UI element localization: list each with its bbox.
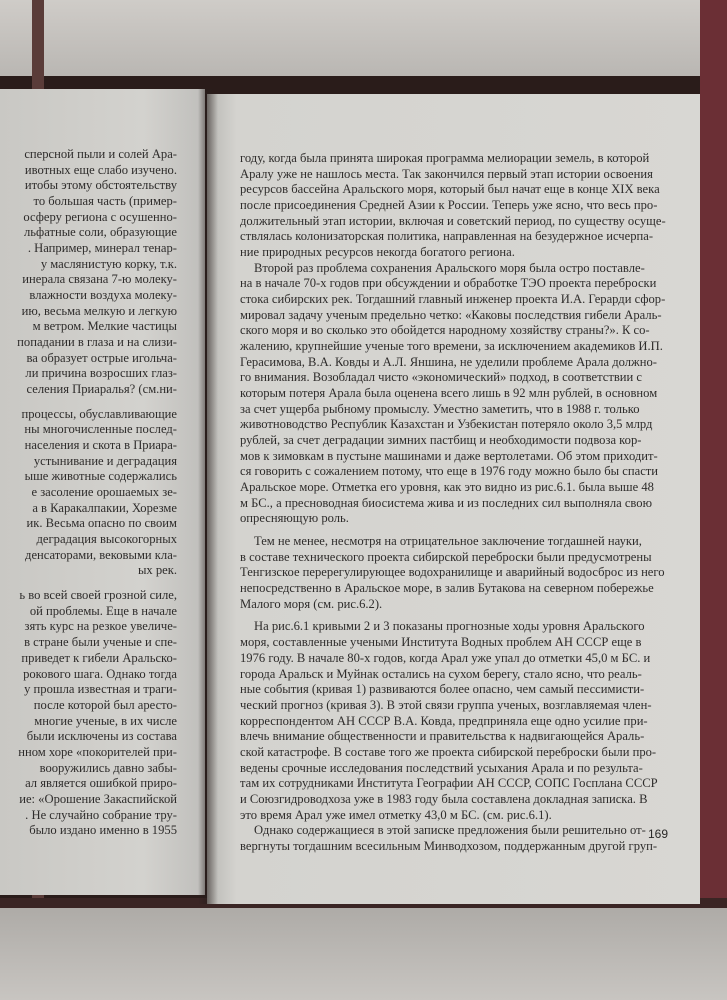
left-line: ли причина возросших глаз-	[25, 366, 177, 381]
left-line: ию, весьма мелкую и легкую	[21, 303, 177, 318]
left-line: а в Каракалпакии, Хорезме	[32, 500, 177, 515]
paragraph-gap	[17, 398, 177, 407]
right-line: опресняющую роль.	[240, 511, 349, 526]
right-line: жалению, крупнейшие ученые того времени, за исключением академиков И.П.	[240, 339, 663, 354]
right-line: Второй раз проблема сохранения Аральского моря была остро поставле-	[254, 260, 645, 275]
background-top	[0, 0, 727, 78]
right-line: Герасимова, В.А. Ковды и А.Л. Яншина, не уделили проблеме Арала должно-	[240, 354, 657, 369]
left-line: сперсной пыли и солей Ара-	[24, 147, 177, 161]
left-line: е засоление орошаемых зе-	[31, 485, 177, 500]
page-number: 169	[648, 827, 669, 841]
right-line: Однако содержащиеся в этой записке предложения были решительно от-	[254, 823, 646, 838]
left-line: ь во всей своей грозной силе,	[19, 588, 177, 603]
right-line: животноводство Республик Казахстан и Узбекистан потеряло около 3,5 млрд	[240, 417, 653, 432]
left-line: приведет к гибели Аральско-	[21, 650, 177, 665]
right-line: На рис.6.1 кривыми 2 и 3 показаны прогнозные ходы уровня Аральского	[254, 619, 645, 634]
right-line: ской катастрофе. В составе того же проекта сибирской переброски были про-	[240, 744, 657, 759]
right-line: которым потеря Арала была оценена всего лишь в 92 млн рублей, в основном	[240, 386, 658, 401]
right-line: ся говорить с сожалением потому, что еще в 1976 году можно было бы спасти	[240, 464, 659, 479]
left-line: ие: «Орошение Закаспийской	[19, 791, 177, 806]
left-line: селения Приаралья? (см.ни-	[26, 382, 177, 397]
right-line: ресурсов бассейна Аральского моря, который был начат еще в конце XIX века	[240, 182, 660, 197]
cover-edge-right	[700, 0, 727, 1000]
book-gutter	[198, 89, 218, 904]
background-bottom	[0, 908, 727, 1000]
paragraph-gap	[240, 527, 666, 534]
right-line: году, когда была принята широкая программа мелиорации земель, в которой	[240, 151, 650, 165]
left-line: ыше животные содержались	[24, 469, 177, 484]
right-line: на в начале 70-х годов при обсуждении и обработке ТЭО проекта переброски	[240, 276, 657, 291]
left-line: влажности воздуха молеку-	[29, 288, 177, 303]
right-line: го внимания. Возобладал чисто «экономический» подход, в соответствии с	[240, 370, 642, 385]
right-line: это время Арал уже имел отметку 43,0 м БС. (см. рис.6.1).	[240, 807, 552, 822]
right-line: Аралу уже не нашлось места. Так закончился первый этап истории освоения	[240, 166, 653, 181]
right-line: города Аральск и Муйнак остались на сухом берегу, стало ясно, что реаль-	[240, 666, 642, 681]
left-line: зять курс на резкое увеличе-	[24, 619, 177, 634]
left-line: льфатные соли, образующие	[24, 225, 177, 240]
left-line: у прошла известная и траги-	[24, 682, 177, 697]
right-line: влечь внимание общественности и правительства к надвигающейся Араль-	[240, 729, 645, 744]
left-line: . Например, минерал тенар-	[27, 241, 177, 256]
left-line: ых рек.	[137, 563, 177, 578]
left-line: ны многочисленные послед-	[24, 422, 177, 437]
left-line: рокового шага. Однако тогда	[23, 666, 177, 681]
right-line: рублей, за счет деградации зимних пастбищ и необходимости подвоза кор-	[240, 433, 642, 448]
right-page-text	[240, 151, 669, 855]
left-line: осферу региона с осушенно-	[23, 209, 177, 224]
left-line: . Не случайно собрание тру-	[25, 807, 177, 822]
left-line: в стране были ученые и спе-	[24, 635, 177, 650]
right-line: вергнуты тогдашним всесильным Минводхозом, поддержанным другой груп-	[240, 838, 658, 853]
right-line: за счет ущерба рыбному промыслу. Уместно заметить, что в 1988 г. только	[240, 401, 640, 416]
left-line: то большая часть (пример-	[33, 194, 177, 209]
left-line: денсаторами, вековыми кла-	[25, 547, 177, 562]
right-line: 1976 году. В начале 80-х годов, когда Арал уже упал до отметки 45,0 м БС. и	[240, 650, 651, 665]
left-line: инерала связана 7-ю молеку-	[22, 272, 177, 287]
left-line: после которой был аресто-	[33, 697, 177, 712]
left-line: были исключены из состава	[26, 729, 177, 744]
left-line: многие ученые, в их числе	[34, 713, 177, 728]
left-line: процессы, обуславливающие	[21, 406, 177, 421]
right-line: там их сотрудниками Института Географии АН СССР, СОПС Госплана СССР	[240, 776, 658, 791]
right-line: Тенгизское перерегулирующее водохранилище и аварийный водосброс из него	[240, 565, 665, 580]
right-line: должительный этап истории, включая и советский период, по существу осуще-	[240, 213, 666, 228]
left-line: у маслянистую корку, т.к.	[40, 256, 177, 271]
right-line: Аральское море. Отметка его уровня, как это видно из рис.6.1. была выше 48	[240, 480, 654, 495]
right-line: в составе технического проекта сибирской переброски были предусмотрены	[240, 549, 652, 564]
right-line: после присоединения Средней Азии к России. Теперь уже ясно, что весь про-	[240, 198, 658, 213]
left-page	[0, 89, 205, 895]
left-line: ивотных еще слабо изучено.	[24, 162, 177, 177]
paragraph-gap	[17, 579, 177, 588]
right-line: стока сибирских рек. Тогдашний главный инженер проекта И.А. Герарди сфор-	[240, 292, 666, 307]
left-line: м ветром. Мелкие частицы	[32, 319, 177, 334]
left-line: итобы этому обстоятельству	[24, 178, 177, 193]
left-line: вооружились давно забы-	[39, 760, 177, 775]
right-page	[207, 94, 700, 904]
right-line: непосредственно в Аральское море, в залив Бутакова на северном побережье	[240, 581, 654, 596]
right-line: мов к зимовкам в пустыне машинами и даже вертолетами. Об этом приходит-	[240, 448, 658, 463]
left-line: ал является ошибкой приро-	[25, 776, 177, 791]
right-line: ние природных ресурсов некогда богатого региона.	[240, 245, 515, 260]
left-line: нном хоре «покорителей при-	[18, 744, 177, 759]
right-line: Малого моря (см. рис.6.2).	[240, 596, 383, 611]
right-line: мировал задачу ученым предельно четко: «Каковы последствия гибели Араль-	[240, 307, 662, 322]
paragraph-gap	[240, 612, 666, 619]
left-line: ик. Весьма опасно по своим	[26, 516, 177, 531]
left-line: попадании в глаза и на слизи-	[17, 335, 177, 350]
right-line: моря, составленные учеными Института Водных проблем АН СССР еще в	[240, 635, 642, 650]
left-line: деградация высокогорных	[36, 532, 177, 547]
left-line: устынивание и деградация	[33, 453, 177, 468]
right-line: ского моря и во сколько это обойдется народному хозяйству страны?». К со-	[240, 323, 650, 338]
right-line: ведены срочные исследования последствий усыхания Арала и по результа-	[240, 760, 643, 775]
right-line: ные события (кривая 1) развиваются более опасно, чем самый пессимисти-	[240, 682, 645, 697]
left-line: ой проблемы. Еще в начале	[29, 603, 177, 618]
left-page-text	[17, 147, 177, 839]
right-line: Тем не менее, несмотря на отрицательное заключение тогдашней науки,	[254, 534, 642, 549]
left-line: ва образует острые игольча-	[26, 350, 177, 365]
right-line: и Союзгидроводхоза уже в 1983 году была составлена докладная записка. В	[240, 791, 648, 806]
right-line: корреспондентом АН СССР В.А. Ковда, предприняла еще одно усилие при-	[240, 713, 648, 728]
right-line: ствлялась колонизаторская политика, направленная на безудержное исчерпа-	[240, 229, 654, 244]
left-line: было издано именно в 1955	[29, 823, 177, 838]
right-line: ческий прогноз (кривая 3). В этой связи группа ученых, возглавляемая член-	[240, 697, 652, 712]
right-line: м БС., а пресноводная биосистема жива и из последних сил выполняла свою	[240, 495, 653, 510]
left-line: населения и скота в Приара-	[24, 438, 177, 453]
